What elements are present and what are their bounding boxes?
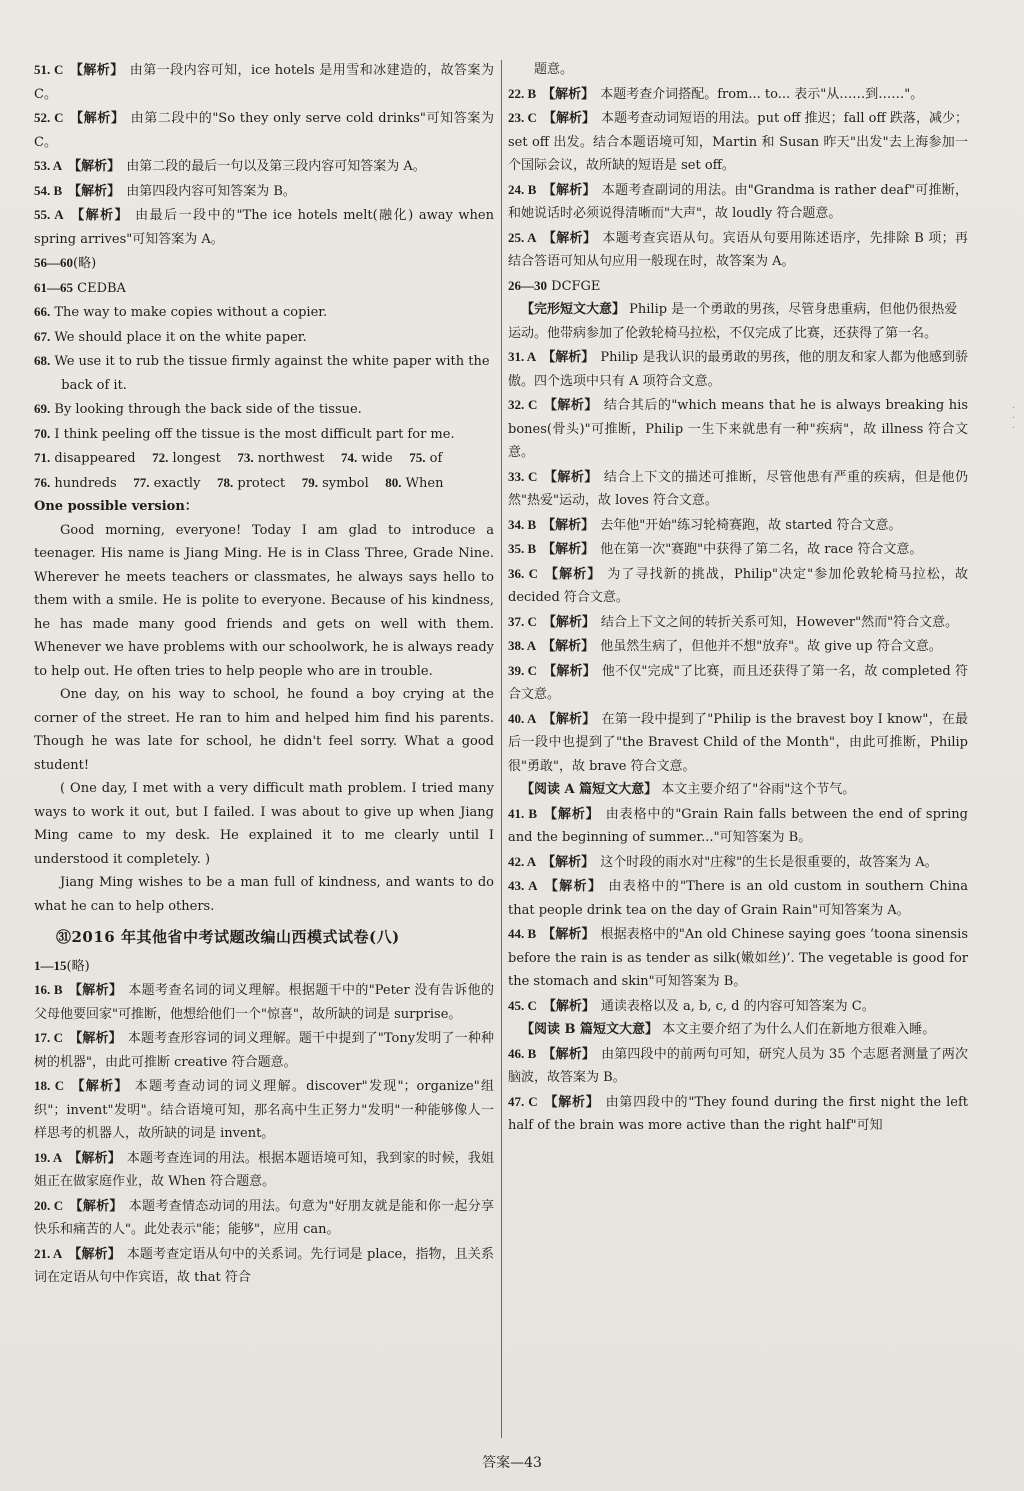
answer-word: wide [361, 451, 393, 466]
analysis-text: 这个时段的雨水对"庄稼"的生长是很重要的，故答案为 A。 [600, 854, 938, 870]
analysis-tag: 【解析】 [542, 614, 595, 630]
answer-number: 54. B [34, 182, 63, 198]
answer-number: 20. C [34, 1197, 64, 1213]
answer-number: 76. [34, 474, 51, 490]
essay-paragraph: Good morning, everyone! Today I am glad to introduce a teenager. His name is Jiang Ming. He is in Class Three, Grade Nine. Wherever he meets teachers or classmates, he always says hello to them with a smile. He is polite to everyone. Because of his kindness, he has made many good friends and gets on well with them. Whenever we have problems with our schoolwork, he is always ready to help out. He often tries to help people who are in trouble. [34, 522, 494, 679]
answer-number: 34. B [508, 516, 537, 532]
answer-number: 17. C [34, 1030, 64, 1045]
answer-entry [508, 874, 968, 922]
answer-number: 39. C [508, 662, 538, 678]
analysis-tag: 【解析】 [542, 182, 596, 198]
answer-number: 18. C [34, 1078, 65, 1093]
answer-number: 45. C [508, 997, 537, 1013]
analysis-tag: 【解析】 [69, 1198, 123, 1214]
continuation-text: 题意。 [534, 62, 574, 77]
answer-entry [508, 465, 968, 513]
analysis-tag: 【解析】 [543, 663, 596, 679]
answer-entry [508, 802, 968, 850]
answer-entry [508, 1090, 968, 1138]
analysis-text: 本题考查定语从句中的关系词。先行词是 place，指物，且关系词在定语从句中作宾语，故 that 符合 [34, 1246, 494, 1285]
answer-number: 53. A [34, 158, 63, 173]
answer-number: 77. [133, 474, 150, 490]
answer-number: 70. [34, 425, 51, 441]
answer-entry [508, 106, 968, 178]
analysis-tag: 【解析】 [69, 63, 124, 78]
answer-entry [508, 562, 968, 610]
analysis-tag: 【解析】 [68, 1150, 121, 1166]
left-column [34, 58, 494, 1290]
analysis-tag: 【解析】 [542, 230, 597, 246]
analysis-tag: 【解析】 [543, 566, 602, 582]
answer-entry [34, 1146, 494, 1194]
answer-text: I think peeling off the tissue is the most difficult part for me. [54, 426, 455, 442]
answer-number: 55. A [34, 207, 64, 222]
answer-group [508, 802, 968, 1019]
answer-number: 37. C [508, 613, 537, 629]
answer-text: By looking through the back side of the tissue. [54, 402, 362, 417]
analysis-text: 本题考查连词的用法。根据本题语境可知，我到家的时候，我姐姐正在做家庭作业，故 When 符合题意。 [34, 1150, 494, 1189]
answer-number: 21. A [34, 1245, 63, 1261]
answer-group [508, 1042, 968, 1138]
answer-line: 61—65 CEDBA [34, 279, 126, 296]
answer-word: symbol [322, 475, 369, 491]
answer-number: 42. A [508, 853, 537, 869]
answer-word: of [429, 451, 443, 466]
answer-number: 67. [34, 328, 51, 344]
summary-paragraph: 【完形短文大意】 Philip 是一个勇敢的男孩，尽管身患重病，但他仍很热爱运动。他带病参加了伦敦轮椅马拉松，不仅完成了比赛，还获得了第一名。 [508, 302, 958, 341]
analysis-text: 本题考查动词短语的用法。put off 推迟；fall off 跌落，减少；set off 出发。结合本题语境可知，Martin 和 Susan 昨天"出发"去上海参加一个国际会议，故所缺的短语是 set off。 [508, 111, 969, 173]
answer-line: 26—30 DCFGE [508, 277, 601, 294]
answer-entry [508, 850, 968, 875]
answer-entry [508, 1042, 968, 1090]
answer-row [34, 471, 494, 496]
section-title: ㉛2016 年其他省中考试题改编山西模式试卷(八) [56, 928, 400, 946]
answer-number: 66. [34, 304, 51, 319]
answer-group [34, 978, 494, 1290]
analysis-tag: 【解析】 [542, 111, 596, 126]
answer-number: 36. C [508, 565, 538, 581]
analysis-text: 由第四段中的前两句可知，研究人员为 35 个志愿者测量了两次脑波，故答案为 B。 [508, 1046, 968, 1085]
answer-number: 69. [34, 401, 51, 416]
analysis-text: 本题考查动词的词义理解。discover"发现"；organize"组织"；invent"发明"。结合语境可知，那名高中生正努力"发明"一种能够像人一样思考的机器人，故所缺的词是 invent。 [34, 1079, 494, 1141]
answer-word: hundreds [54, 475, 117, 491]
answer-text: We use it to rub the tissue firmly against the white paper with the back of it. [54, 354, 490, 393]
analysis-text: 结合上下文的描述可推断，尽管他患有严重的疾病，但是他仍然"热爱"运动，故 loves 符合文意。 [508, 469, 968, 508]
answer-text: We should place it on the white paper. [54, 329, 307, 345]
answer-line: 1—15(略) [34, 957, 90, 974]
analysis-text: 本题考查情态动词的用法。句意为"好朋友就是能和你一起分享快乐和痛苦的人"。此处表示"能；能够"，应用 can。 [34, 1198, 495, 1237]
answer-entry [34, 397, 494, 422]
analysis-tag: 【解析】 [68, 983, 123, 998]
answer-number: 35. B [508, 541, 537, 556]
analysis-text: 由第四段中的"They found during the first night the left half of the brain was more active than the right half"可知 [508, 1094, 968, 1133]
analysis-text: 他虽然生病了，但他并不想"放弃"。故 give up 符合文意。 [600, 639, 942, 654]
analysis-tag: 【解析】 [69, 1031, 122, 1046]
answer-number: 74. [341, 450, 358, 465]
analysis-tag: 【解析】 [542, 711, 596, 727]
summary-paragraph: 【阅读 A 篇短文大意】 本文主要介绍了"谷雨"这个节气。 [521, 782, 856, 797]
analysis-tag: 【解析】 [542, 86, 595, 102]
answer-number: 31. A [508, 349, 537, 364]
answer-entry [34, 1074, 494, 1146]
analysis-tag: 【解析】 [543, 1094, 600, 1110]
answer-entry [34, 978, 494, 1026]
answer-number: 72. [152, 450, 169, 465]
answer-entry [508, 610, 968, 635]
answer-entry [508, 707, 968, 779]
answer-entry [34, 203, 494, 251]
column-divider [501, 60, 502, 1438]
analysis-text: 由第一段内容可知，ice hotels 是用雪和冰建造的，故答案为 C。 [34, 63, 494, 102]
analysis-tag: 【解析】 [542, 854, 595, 870]
answer-number: 71. [34, 450, 51, 465]
answer-entry [34, 1194, 494, 1242]
analysis-text: 由第四段内容可知答案为 B。 [126, 183, 296, 199]
analysis-text: 由第二段的最后一句以及第三段内容可知答案为 A。 [126, 159, 426, 174]
answer-row [34, 446, 494, 471]
answer-entry [34, 106, 494, 154]
analysis-text: 通读表格以及 a, b, c, d 的内容可知答案为 C。 [600, 998, 875, 1014]
answer-entry [508, 226, 968, 274]
analysis-text: 本题考查宾语从句。宾语从句要用陈述语序，先排除 B 项；再结合答语可知从句应用一般现在时，故答案为 A。 [508, 230, 968, 269]
analysis-tag: 【解析】 [543, 398, 598, 413]
analysis-text: 他不仅"完成"了比赛，而且还获得了第一名，故 completed 符合文意。 [508, 663, 968, 702]
answer-number: 47. C [508, 1093, 538, 1109]
essay-paragraph: ( One day, I met with a very difficult math problem. I tried many ways to work it out, but I failed. I was about to give up when Jiang Ming came to my desk. He explained it to me clearly until I understood it completely. ) [34, 781, 494, 867]
analysis-text: 本题考查介词搭配。from... to... 表示"从……到……"。 [600, 86, 924, 102]
answer-number: 75. [409, 450, 426, 465]
analysis-tag: 【解析】 [543, 879, 603, 894]
analysis-text: 去年他"开始"练习轮椅赛跑，故 started 符合文意。 [600, 517, 902, 533]
analysis-tag: 【解析】 [68, 159, 121, 174]
answer-word: longest [172, 451, 221, 466]
analysis-text: 由第二段中的"So they only serve cold drinks"可知答案为 C。 [34, 111, 494, 150]
analysis-tag: 【解析】 [69, 111, 125, 126]
answer-entry [508, 82, 968, 107]
answer-number: 41. B [508, 805, 538, 821]
answer-entry [34, 325, 494, 350]
answer-entry [34, 300, 494, 325]
analysis-tag: 【解析】 [542, 1046, 596, 1062]
answer-entry [508, 178, 968, 226]
analysis-tag: 【解析】 [70, 1079, 129, 1094]
answer-number: 23. C [508, 110, 537, 125]
right-column [508, 58, 968, 1138]
answer-line: 56—60(略) [34, 255, 97, 271]
analysis-tag: 【解析】 [69, 208, 130, 223]
answer-number: 73. [237, 450, 254, 465]
answer-number: 33. C [508, 468, 538, 484]
answer-number: 68. [34, 353, 51, 368]
answer-entry [508, 994, 968, 1019]
analysis-text: 由表格中的"There is an old custom in southern China that people drink tea on the day of Grain Rain"可知答案为 A。 [508, 879, 968, 918]
answer-group [34, 300, 494, 446]
answer-entry [34, 1026, 494, 1074]
answer-entry [34, 58, 494, 106]
answer-number: 38. A [508, 638, 537, 653]
analysis-text: 本题考查形容词的词义理解。题干中提到了"Tony发明了一种种树的机器"，由此可推断 creative 符合题意。 [34, 1031, 494, 1070]
answer-entry [34, 154, 494, 179]
answer-entry [508, 634, 968, 659]
answer-number: 19. A [34, 1149, 63, 1165]
answer-number: 24. B [508, 181, 537, 197]
answer-entry [34, 1242, 494, 1290]
analysis-tag: 【解析】 [542, 639, 595, 654]
essay-paragraph: One day, on his way to school, he found a boy crying at the corner of the street. He ran to him and helped him find his parents. Though he was late for school, he didn't feel sorry. What a good student! [34, 687, 494, 773]
answer-number: 51. C [34, 62, 64, 77]
answer-entry [34, 349, 494, 397]
answer-entry [508, 659, 968, 707]
page-footer: 答案—43 [482, 1455, 542, 1471]
analysis-tag: 【解析】 [68, 1246, 121, 1262]
page-edge-mark: · · · [1012, 403, 1016, 434]
analysis-tag: 【解析】 [543, 806, 600, 822]
answer-group [34, 58, 494, 251]
answer-entry [34, 179, 494, 204]
analysis-text: 本题考查副词的用法。由"Grandma is rather deaf"可推断，和她说话时必须说得清晰而"大声"，故 loudly 符合题意。 [508, 182, 969, 221]
answer-entry [34, 422, 494, 447]
analysis-text: 为了寻找新的挑战，Philip"决定"参加伦敦轮椅马拉松，故 decided 符合文意。 [508, 566, 968, 605]
analysis-tag: 【解析】 [542, 517, 595, 533]
answer-number: 25. A [508, 229, 537, 245]
answer-entry [508, 537, 968, 562]
answer-group [508, 82, 968, 274]
answer-number: 46. B [508, 1045, 537, 1061]
answer-number: 22. B [508, 85, 537, 101]
answer-word: When [405, 475, 444, 491]
analysis-text: 由最后一段中的"The ice hotels melt(融化) away when spring arrives"可知答案为 A。 [34, 208, 494, 247]
analysis-text: 结合其后的"which means that he is always breaking his bones(骨头)"可推断，Philip 一生下来就患有一种"疾病"，故 illness 符合文意。 [508, 398, 968, 460]
sample-essay [34, 519, 494, 919]
answer-word: northwest [257, 451, 325, 466]
analysis-tag: 【解析】 [68, 183, 121, 199]
analysis-text: 在第一段中提到了"Philip is the bravest boy I know"，在最后一段中也提到了"the Bravest Child of the Month"，由此可推断，Philip 很"勇敢"，故 brave 符合文意。 [508, 711, 968, 774]
answer-word: protect [237, 475, 286, 491]
answer-word: disappeared [54, 451, 136, 466]
analysis-text: Philip 是我认识的最勇敢的男孩，他的朋友和家人都为他感到骄傲。四个选项中只有 A 项符合文意。 [508, 350, 968, 389]
essay-paragraph: Jiang Ming wishes to be a man full of kindness, and wants to do what he can to help others. [34, 875, 494, 914]
answer-entry [508, 393, 968, 465]
answer-text: The way to make copies without a copier. [54, 305, 328, 320]
answer-entry [508, 513, 968, 538]
answer-number: 80. [385, 474, 402, 490]
analysis-tag: 【解析】 [542, 542, 595, 557]
analysis-tag: 【解析】 [542, 927, 595, 942]
analysis-text: 他在第一次"赛跑"中获得了第二名，故 race 符合文意。 [600, 542, 923, 557]
answer-word: exactly [153, 475, 201, 491]
answer-number: 44. B [508, 926, 537, 941]
version-label: One possible version： [34, 499, 198, 514]
answer-group [508, 345, 968, 778]
answer-number: 40. A [508, 710, 537, 726]
answer-number: 43. A [508, 878, 538, 893]
analysis-text: 根据表格中的"An old Chinese saying goes ‘toona sinensis before the rain is as tender as silk(嫩如丝)’. The vegetable is good for the stomach and skin"可知答案为 B。 [508, 927, 968, 989]
analysis-text: 本题考查名词的词义理解。根据题干中的"Peter 没有告诉他的父母他要回家"可推断，他想给他们一个"惊喜"，故所缺的词是 surprise。 [34, 983, 494, 1022]
summary-paragraph: 【阅读 B 篇短文大意】 本文主要介绍了为什么人们在新地方很难入睡。 [521, 1022, 936, 1037]
analysis-text: 结合上下文之间的转折关系可知，However"然而"符合文意。 [600, 614, 959, 630]
analysis-text: 由表格中的"Grain Rain falls between the end of spring and the beginning of summer..."可知答案为 B。 [508, 806, 968, 845]
answer-number: 32. C [508, 397, 538, 412]
answer-number: 79. [301, 474, 318, 490]
answer-number: 78. [216, 474, 234, 490]
answer-number: 52. C [34, 110, 64, 125]
analysis-tag: 【解析】 [543, 469, 598, 485]
answer-entry [508, 922, 968, 994]
analysis-tag: 【解析】 [542, 998, 595, 1014]
analysis-tag: 【解析】 [542, 350, 595, 365]
answer-entry [508, 345, 968, 393]
answer-number: 16. B [34, 982, 63, 997]
